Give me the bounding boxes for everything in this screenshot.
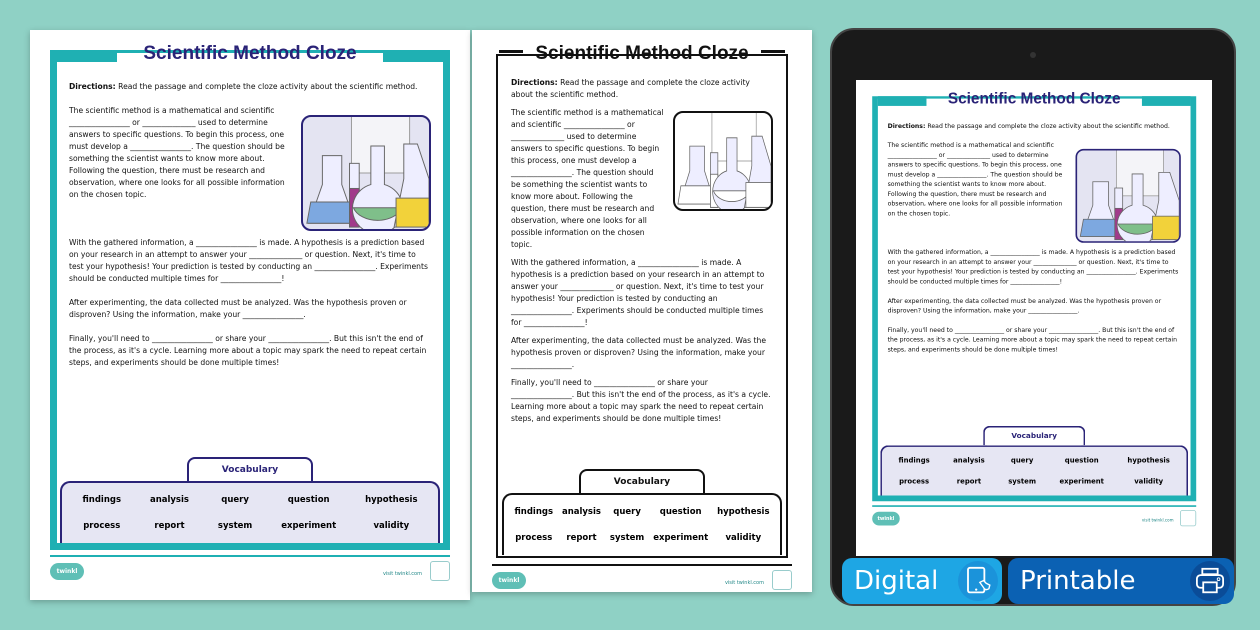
vocab-word: query <box>1010 456 1034 465</box>
vocab-word: analysis <box>953 456 985 465</box>
color-worksheet-preview <box>30 30 470 600</box>
worksheet-footer <box>492 564 792 590</box>
vocab-word: query <box>613 507 641 517</box>
vocabulary-title: Vocabulary <box>983 426 1085 445</box>
vocab-word: report <box>956 477 982 486</box>
vocab-word: report <box>154 521 185 531</box>
worksheet-frame <box>50 43 450 550</box>
passage-paragraph: With the gathered information, a ________________ is made. A hypothesis is a prediction based on your research in an attempt to answer your ______________ or question. Next, it's time to test your hypothesis! Your prediction is tested by conducting an ________________. Experiments should be conducted multiple times for ________________! <box>887 248 1179 285</box>
directions-label: Directions: <box>887 122 926 130</box>
printable-badge <box>1008 558 1234 604</box>
quality-seal-icon <box>772 570 792 590</box>
vocab-word: analysis <box>149 495 189 505</box>
directions <box>511 77 773 101</box>
printable-label: Printable <box>1020 566 1136 596</box>
vocab-word: validity <box>725 533 762 543</box>
worksheet-title: Scientific Method Cloze <box>535 43 749 64</box>
camera-icon <box>1030 52 1036 58</box>
digital-badge <box>842 558 1002 604</box>
footer-url: visit twinkl.com <box>724 580 764 586</box>
passage-paragraph: After experimenting, the data collected must be analyzed. Was the hypothesis proven or disproven? Using the information, make your ________________. <box>511 336 767 369</box>
tablet-device <box>830 28 1236 606</box>
vocab-word: question <box>1064 456 1099 465</box>
vocab-word: validity <box>1134 477 1164 486</box>
vocab-word: system <box>1008 477 1037 486</box>
quality-seal-icon <box>1180 510 1196 526</box>
vocab-word: process <box>83 521 121 531</box>
vocab-word: report <box>566 533 597 543</box>
vocabulary-box <box>880 426 1188 496</box>
directions-label: Directions: <box>69 82 116 91</box>
vocab-word: process <box>899 477 930 486</box>
digital-worksheet-preview <box>856 80 1212 542</box>
passage-paragraph: Finally, you'll need to ________________ or share your ________________. But this isn't the end of the process, as it's a cycle. Learning more about a topic may spark the need to repeat certain steps, and experiments should be done multiple times! <box>69 334 427 367</box>
footer-url: visit twinkl.com <box>382 571 422 577</box>
worksheet-frame <box>872 90 1196 501</box>
footer-url: visit twinkl.com <box>1141 518 1174 524</box>
directions-text: Read the passage and complete the cloze activity about the scientific method. <box>118 82 418 91</box>
vocab-word: hypothesis <box>717 507 770 517</box>
vocabulary-box <box>60 457 440 543</box>
vocab-word: process <box>515 533 553 543</box>
passage-paragraph: Finally, you'll need to ________________ or share your ________________. But this isn't the end of the process, as it's a cycle. Learning more about a topic may spark the need to repeat certain steps, and experiments should be done multiple times! <box>511 378 771 423</box>
worksheet-frame <box>492 43 792 562</box>
printable-worksheet-preview <box>472 30 812 592</box>
vocab-word: hypothesis <box>365 495 418 505</box>
vocab-word: experiment <box>653 533 709 543</box>
passage-paragraph: The scientific method is a mathematical and scientific ________________ or ______________ used to determine answers to specific questions. To begin this process, one must develop a ________________. The question should be something the scientist wants to know more about. Following the question, there must be research and observation, where one looks for all possible information on the chosen topic. <box>887 141 1063 217</box>
vocab-word: findings <box>82 495 122 505</box>
vocab-word: system <box>609 533 645 543</box>
directions <box>888 121 1181 131</box>
vocab-word: experiment <box>1059 477 1104 486</box>
vocab-word: findings <box>514 507 554 517</box>
worksheet-title: Scientific Method Cloze <box>143 43 357 64</box>
vocab-word: hypothesis <box>1127 456 1170 465</box>
digital-label: Digital <box>854 566 939 596</box>
vocabulary-title: Vocabulary <box>579 469 705 493</box>
directions <box>69 81 431 93</box>
vocab-word: analysis <box>561 507 601 517</box>
passage-paragraph: Finally, you'll need to ________________ or share your ________________. But this isn't the end of the process, as it's a cycle. Learning more about a topic may spark the need to repeat certain steps, and experiments should be done multiple times! <box>887 326 1178 353</box>
vocab-word: question <box>287 495 330 505</box>
worksheet-title: Scientific Method Cloze <box>947 90 1121 108</box>
lab-glassware-illustration <box>301 115 431 231</box>
vocab-word: findings <box>898 456 930 465</box>
twinkl-logo: twinkl <box>872 512 900 526</box>
vocab-word: system <box>217 521 253 531</box>
vocabulary-box <box>502 469 782 555</box>
tablet-screen <box>856 80 1212 556</box>
quality-seal-icon <box>430 561 450 581</box>
twinkl-logo: twinkl <box>50 563 84 580</box>
passage-paragraph: The scientific method is a mathematical and scientific ________________ or ______________ used to determine answers to specific questions. To begin this process, one must develop a ________________. The question should be something the scientist wants to know more about. Following the question, there must be research and observation, where one looks for all possible information on the chosen topic. <box>69 106 285 199</box>
directions-label: Directions: <box>511 78 558 87</box>
passage-paragraph: With the gathered information, a ________________ is made. A hypothesis is a prediction based on your research in an attempt to answer your ______________ or question. Next, it's time to test your hypothesis! Your prediction is tested by conducting an ________________. Experiments should be conducted multiple times for ________________! <box>69 238 428 283</box>
tablet-touch-icon <box>958 561 998 601</box>
vocabulary-title: Vocabulary <box>187 457 313 481</box>
lab-glassware-illustration <box>1076 149 1181 243</box>
passage-paragraph: After experimenting, the data collected must be analyzed. Was the hypothesis proven or disproven? Using the information, make your ________________. <box>887 297 1162 315</box>
directions-text: Read the passage and complete the cloze activity about the scientific method. <box>927 122 1170 130</box>
passage-paragraph: After experimenting, the data collected must be analyzed. Was the hypothesis proven or disproven? Using the information, make your ________________. <box>69 298 407 319</box>
lab-glassware-illustration <box>673 111 773 211</box>
vocab-word: query <box>221 495 249 505</box>
directions-text: Read the passage and complete the cloze activity about the scientific method. <box>511 78 750 99</box>
passage-paragraph: The scientific method is a mathematical and scientific ________________ or ______________ used to determine answers to specific questions. To begin this process, one must develop a ________________. The question should be something the scientist wants to know more about. Following the question, there must be research and observation, where one looks for all possible information on the chosen topic. <box>511 108 664 249</box>
printer-icon <box>1190 561 1230 601</box>
passage-paragraph: With the gathered information, a ________________ is made. A hypothesis is a prediction based on your research in an attempt to answer your ______________ or question. Next, it's time to test your hypothesis! Your prediction is tested by conducting an ________________. Experiments should be conducted multiple times for ________________! <box>511 258 765 327</box>
vocab-word: experiment <box>281 521 337 531</box>
worksheet-footer <box>50 555 450 595</box>
vocab-word: validity <box>373 521 410 531</box>
vocab-word: question <box>659 507 702 517</box>
worksheet-footer <box>872 505 1196 537</box>
twinkl-logo: twinkl <box>492 572 526 589</box>
